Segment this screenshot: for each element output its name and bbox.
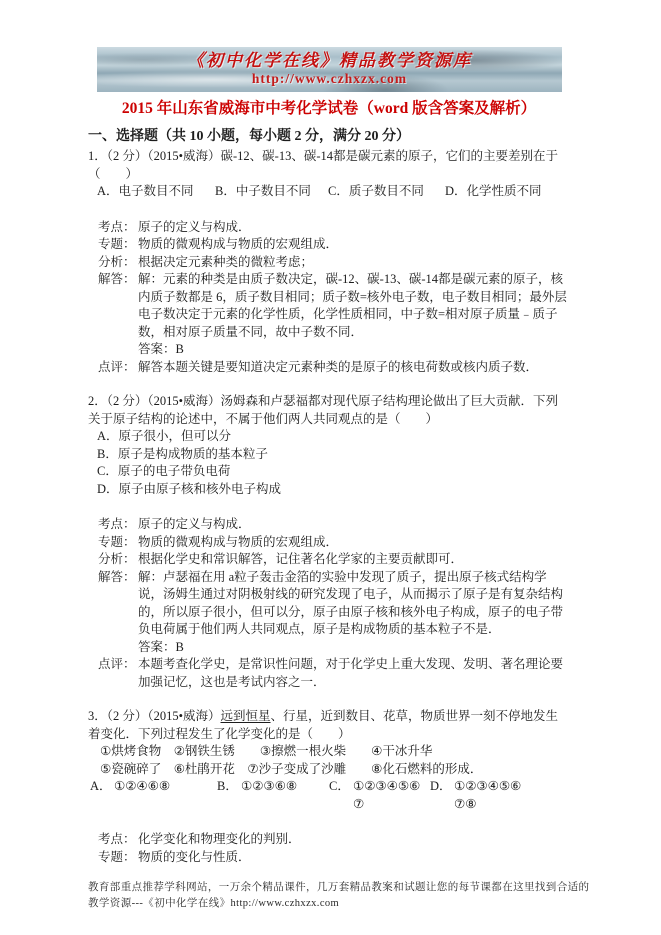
analysis-row: [88, 236, 570, 254]
option-item: [430, 778, 521, 813]
analysis-row: [88, 656, 570, 691]
document-body: [88, 99, 590, 912]
analysis-section: [88, 219, 570, 377]
analysis-label: 专题：: [98, 534, 136, 549]
analysis-row: [88, 359, 570, 377]
analysis-content: [138, 254, 570, 272]
analysis-paragraph: 解答本题关键是要知道决定元素种类的是原子的核电荷数或核内质子数．: [138, 359, 539, 374]
analysis-row: [88, 849, 570, 867]
option-item: D．原子由原子核和核外电子构成: [97, 481, 282, 496]
analysis-content: [138, 569, 570, 657]
analysis-row: [88, 534, 570, 552]
question-stem: 3．（2 分）（2015•威海）远到恒星、行星，近到数目、花草，物质世界一刻不停地发生着变化．下列过程发生了化学变化的是（ ）: [88, 709, 559, 741]
analysis-paragraph: 解：元素的种类是由质子数决定，碳-12、碳-13、碳-14都是碳元素的原子，核内质子数都是 6，质子数目相同；质子数=核外电子数，电子数目相同；最外层电子数决定于元素的化学性质，化学性质相同，中子数=相对原子质量﹣质子数，相对原子质量不同，故中子数不同．: [138, 272, 567, 339]
analysis-paragraph: 答案：B: [138, 639, 184, 654]
analysis-section: [88, 831, 570, 866]
section-heading: 一、选择题（共 10 小题，每小题 2 分，满分 20 分）: [88, 129, 410, 144]
paper-title: 2015 年山东省威海市中考化学试卷（word 版含答案及解析）: [121, 100, 537, 117]
analysis-paragraph: 化学变化和物理变化的判别．: [138, 832, 301, 846]
option-item: A．原子很小，但可以分: [97, 429, 232, 443]
question-block: [88, 148, 570, 376]
analysis-label: 点评：: [98, 359, 136, 374]
option-value-line: ①②③④⑤⑥: [353, 779, 421, 793]
analysis-content: [138, 516, 570, 534]
options-row: [88, 183, 570, 201]
option-item: [217, 778, 329, 813]
analysis-row: [88, 516, 570, 534]
analysis-paragraph: 解：卢瑟福在用 a粒子轰击金箔的实验中发现了质子，提出原子核式结构学说，汤姆生通过对阴极射线的研究发现了电子，从而揭示了原子是有复杂结构的，所以原子很小，但可以分，原子由原子核和核外电子构成，原子的电子带负电荷属于他们两人共同观点，原子是构成物质的基本粒子不是．: [138, 569, 564, 636]
analysis-content: [138, 359, 570, 377]
analysis-label: 考点：: [98, 832, 136, 846]
option-values: [353, 778, 420, 813]
option-letter: D．: [430, 779, 452, 793]
analysis-label: 解答：: [98, 272, 136, 286]
analysis-paragraph: 本题考查化学史，是常识性问题，对于化学史上重大发现、发明、著名理论要加强记忆，这也是考试内容之一．: [138, 657, 564, 689]
analysis-row: [88, 254, 570, 272]
banner-site-url: http://www.czhxzx.com: [251, 71, 408, 86]
footer-line-2: 教学资源---《初中化学在线》http://www.czhxzx.com: [88, 898, 340, 909]
question-block: [88, 708, 570, 866]
choice-items-row: ①烘烤食物 ②钢铁生锈 ③擦燃一根火柴 ④干冰升华: [100, 744, 433, 758]
option-value-line: ①②③⑥⑧: [241, 779, 298, 793]
banner-site-name: 《初中化学在线》精品教学资源库: [187, 51, 472, 70]
option-item: C．质子数目不同: [328, 184, 424, 198]
option-item: B．原子是构成物质的基本粒子: [97, 446, 268, 461]
analysis-content: [138, 831, 570, 849]
option-value-line: ①②④⑥⑧: [114, 779, 171, 793]
analysis-paragraph: 物质的微观构成与物质的宏观组成．: [138, 237, 339, 251]
choice-items-row: ⑤瓷碗碎了 ⑥杜鹃开花 ⑦沙子变成了沙雕 ⑧化石燃料的形成．: [100, 761, 483, 776]
option-value-line: ①②③④⑤⑥: [454, 779, 522, 793]
analysis-content: [138, 656, 570, 691]
option-values: [241, 778, 297, 813]
underlined-text: 远到恒星: [220, 709, 271, 723]
option-letter: C．: [329, 779, 350, 793]
option-values: [454, 778, 521, 813]
analysis-paragraph: 根据决定元素种类的微粒考虑；: [138, 254, 314, 269]
option-item: [329, 778, 430, 813]
option-letter: A．: [90, 779, 112, 793]
option-item: B．中子数目不同: [215, 184, 311, 198]
analysis-paragraph: 答案：B: [138, 342, 184, 356]
analysis-paragraph: 原子的定义与构成．: [138, 219, 251, 234]
analysis-row: [88, 219, 570, 237]
analysis-content: [138, 271, 570, 359]
analysis-paragraph: 物质的微观构成与物质的宏观组成．: [138, 534, 339, 549]
option-value-line: ⑦⑧: [454, 796, 477, 811]
option-item: C．原子的电子带负电荷: [97, 464, 231, 478]
analysis-row: [88, 551, 570, 569]
analysis-label: 考点：: [98, 219, 136, 234]
analysis-paragraph: 原子的定义与构成．: [138, 517, 251, 531]
footer-note: [88, 880, 590, 912]
analysis-content: [138, 219, 570, 237]
banner-image: [97, 47, 562, 92]
analysis-row: [88, 831, 570, 849]
analysis-label: 分析：: [98, 552, 136, 566]
option-value-line: ⑦: [353, 796, 365, 811]
analysis-row: [88, 271, 570, 359]
question-stem: 1．（2 分）（2015•威海）碳-12、碳-13、碳-14都是碳元素的原子，它们的主要差别在于（ ）: [88, 149, 558, 181]
option-item: [90, 778, 217, 813]
analysis-label: 解答：: [98, 569, 136, 584]
analysis-content: [138, 534, 570, 552]
analysis-label: 考点：: [98, 517, 136, 531]
analysis-content: [138, 849, 570, 867]
analysis-label: 专题：: [98, 849, 136, 864]
question-block: [88, 393, 570, 691]
option-values: [114, 778, 170, 813]
analysis-content: [138, 551, 570, 569]
analysis-paragraph: 根据化学史和常识解答，记住著名化学家的主要贡献即可．: [138, 552, 464, 566]
analysis-content: [138, 236, 570, 254]
analysis-section: [88, 516, 570, 691]
option-item: D．化学性质不同: [445, 184, 542, 198]
options-stack: [88, 428, 570, 498]
option-item: A．电子数目不同: [97, 184, 194, 198]
question-stem: 2．（2 分）（2015•威海）汤姆森和卢瑟福都对现代原子结构理论做出了巨大贡献．下列关于原子结构的论述中，不属于他们两人共同观点的是（ ）: [88, 394, 559, 426]
footer-line-1: 教育部重点推荐学科网站，一万余个精品课件，几万套精品教案和试题让您的每节课都在这里找到合适的: [88, 882, 590, 893]
analysis-label: 分析：: [98, 254, 136, 269]
analysis-paragraph: 物质的变化与性质．: [138, 849, 251, 864]
analysis-row: [88, 569, 570, 657]
analysis-label: 点评：: [98, 657, 136, 671]
option-letter: B．: [217, 779, 238, 793]
options-grid: [88, 778, 570, 813]
analysis-label: 专题：: [98, 237, 136, 251]
questions-list: [88, 148, 570, 866]
